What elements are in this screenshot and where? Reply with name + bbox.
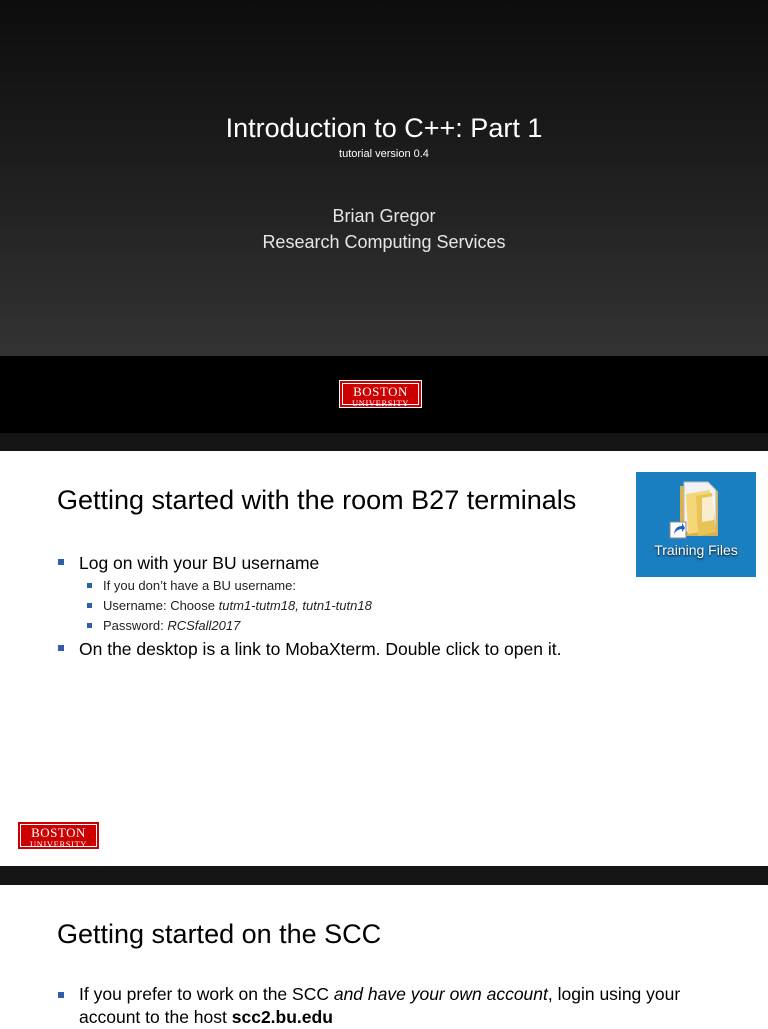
logo-line-1: BOSTON	[353, 384, 408, 399]
username-range: tutm1-tutm18, tutn1-tutn18	[218, 598, 372, 613]
password-value: RCSfall2017	[167, 618, 241, 633]
sub-bullet-text: Username: Choose	[103, 598, 219, 613]
presentation-subtitle: tutorial version 0.4	[339, 148, 429, 160]
bullet-text: , login using your account to the host	[79, 984, 681, 1027]
presentation-title: Introduction to C++: Part 1	[225, 113, 543, 143]
slide-separator	[0, 866, 768, 885]
bullet-text: Log on with your BU username	[79, 553, 320, 573]
list-item	[57, 616, 561, 636]
boston-university-logo	[17, 821, 100, 850]
list-item	[57, 596, 561, 616]
list-item	[57, 550, 561, 576]
training-files-shortcut[interactable]	[636, 472, 756, 577]
sub-bullet-text: Password:	[103, 618, 168, 633]
list-item	[57, 576, 561, 596]
slide-title: Getting started on the SCC	[57, 919, 382, 949]
host-name: scc2.bu.edu	[231, 1007, 333, 1027]
title-slide	[0, 0, 768, 433]
bullet-list	[57, 983, 707, 1029]
folder-shortcut-icon	[666, 480, 726, 544]
bullet-emphasis: and have your own account	[333, 984, 548, 1004]
logo-line-2: UNIVERSITY	[30, 839, 87, 849]
bullet-list	[57, 550, 561, 662]
author-organization: Research Computing Services	[262, 232, 506, 252]
title-slide-background	[0, 0, 768, 356]
scc-slide	[0, 885, 768, 1027]
logo-line-2: UNIVERSITY	[352, 398, 409, 408]
shortcut-label: Training Files	[654, 542, 738, 558]
bullet-square-icon	[58, 559, 64, 565]
bullet-square-icon	[87, 603, 92, 608]
bullet-square-icon	[87, 583, 92, 588]
boston-university-logo	[339, 380, 422, 408]
slide-title: Getting started with the room B27 terminals	[57, 485, 577, 515]
sub-bullet-text: If you don’t have a BU username:	[103, 578, 296, 593]
logo-line-1: BOSTON	[31, 825, 86, 840]
list-item	[57, 636, 561, 662]
list-item	[57, 983, 707, 1029]
bullet-square-icon	[58, 992, 64, 998]
author-name: Brian Gregor	[332, 206, 436, 226]
b27-terminals-slide	[0, 451, 768, 866]
bullet-square-icon	[87, 623, 92, 628]
bullet-text: On the desktop is a link to MobaXterm. Double click to open it.	[79, 639, 562, 659]
bullet-text: If you prefer to work on the SCC	[79, 984, 334, 1004]
bullet-square-icon	[58, 645, 64, 651]
slide-separator	[0, 433, 768, 451]
